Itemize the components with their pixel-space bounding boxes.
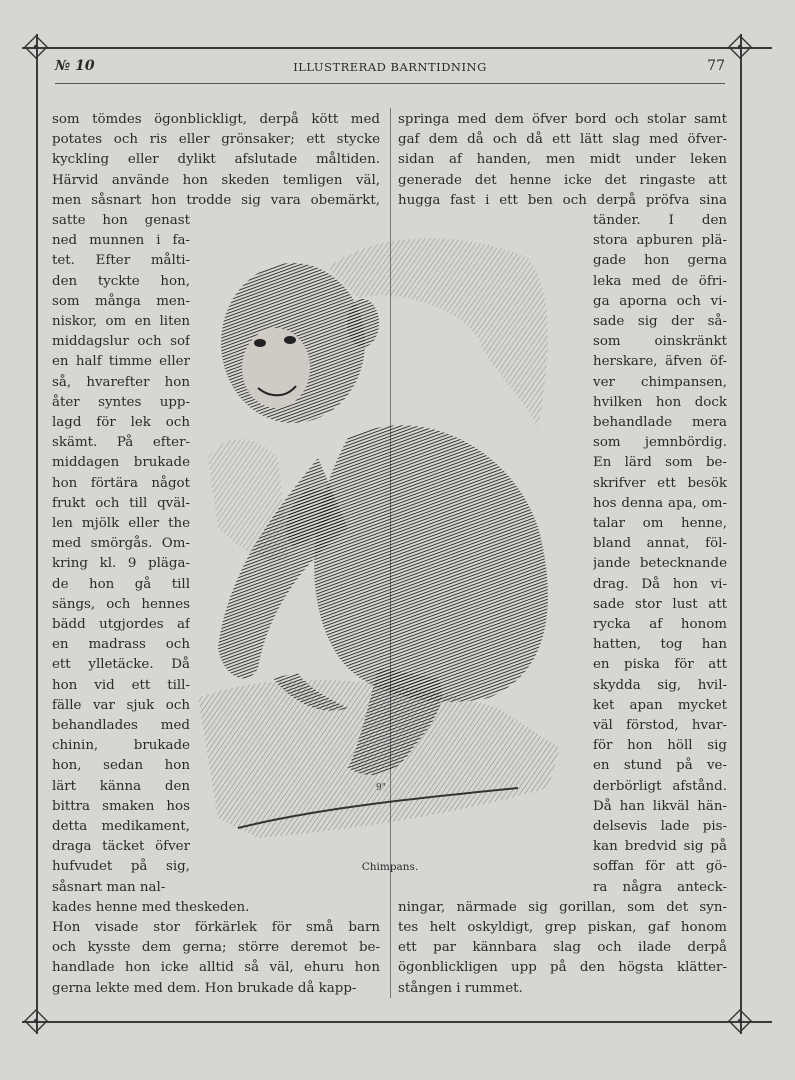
- text-line: gade hon gerna: [593, 253, 727, 269]
- text-line: hvilken hon dock: [593, 394, 727, 410]
- text-line: gaf dem då och då ett lätt slag med öfver-: [398, 132, 727, 148]
- text-line: hos denna apa, om-: [593, 495, 727, 511]
- text-line: som många men-: [52, 293, 190, 309]
- page-number: 77: [707, 58, 725, 74]
- text-line: stora apburen plä-: [593, 233, 727, 249]
- text-line: de hon gå till: [52, 576, 190, 592]
- text-line: ned munnen i fa-: [52, 233, 190, 249]
- text-line: jande betecknande: [593, 556, 727, 572]
- text-line: springa med dem öfver bord och stolar samt: [398, 112, 727, 127]
- text-line: herskare, äfven öf-: [593, 354, 727, 370]
- text-line: skrifver ett besök: [593, 475, 727, 491]
- text-line: generade det henne icke det ringaste att: [398, 172, 727, 188]
- text-line: med smörgås. Om-: [52, 536, 190, 552]
- text-line: Härvid använde hon skeden temligen väl,: [52, 172, 380, 188]
- frame-right-rule: [740, 34, 742, 1034]
- text-line: bädd utgjordes af: [52, 617, 190, 632]
- text-line: Hon visade stor förkärlek för små barn: [52, 920, 380, 935]
- plate-mark: 9": [376, 783, 386, 793]
- text-line: åter syntes upp-: [52, 394, 190, 410]
- text-line: skydda sig, hvil-: [593, 677, 727, 693]
- text-line: som jemnbördig.: [593, 435, 727, 451]
- text-line: len mjölk eller the: [52, 516, 190, 531]
- text-line: kan bredvid sig på: [593, 839, 727, 855]
- frame-top-rule: [22, 47, 772, 49]
- text-line: kring kl. 9 pläga-: [52, 556, 190, 572]
- text-line: ningar, närmade sig gorillan, som det syn-: [398, 899, 727, 915]
- text-line: handlade hon icke alltid så väl, ehuru hon: [52, 960, 380, 976]
- text-line: som tömdes ögonblickligt, derpå kött med: [52, 112, 380, 127]
- text-line: tänder. I den: [593, 213, 727, 228]
- text-line: Då han likväl hän-: [593, 798, 727, 814]
- text-line: frukt och till qväl-: [52, 495, 190, 511]
- text-line: detta medikament,: [52, 819, 190, 834]
- text-line: en stund på ve-: [593, 758, 727, 774]
- text-line: behandlades med: [52, 718, 190, 733]
- text-line: lärt känna den: [52, 778, 190, 794]
- text-line: tes helt oskyldigt, grep piskan, gaf honom: [398, 920, 727, 935]
- issue-number: № 10: [55, 58, 95, 74]
- text-line: så, hvarefter hon: [52, 374, 190, 390]
- text-line: delsevis lade pis-: [593, 819, 727, 834]
- text-line: drag. Då hon vi-: [593, 576, 727, 592]
- text-line: tet. Efter målti-: [52, 253, 190, 269]
- corner-ornament-icon: [727, 1008, 753, 1034]
- text-line: kyckling eller dylikt afslutade måltiden.: [52, 152, 380, 168]
- text-line: ett par kännbara slag och ilade derpå: [398, 940, 727, 956]
- text-line: hugga fast i ett ben och derpå pröfva sina: [398, 192, 727, 208]
- corner-ornament-icon: [727, 34, 753, 60]
- text-line: stången i rummet.: [398, 980, 523, 996]
- text-line: En lärd som be-: [593, 455, 727, 471]
- text-line: middagslur och sof: [52, 334, 190, 350]
- text-line: en half timme eller: [52, 354, 190, 370]
- text-line: sängs, och hennes: [52, 596, 190, 612]
- text-line: som oinskränkt: [593, 334, 727, 350]
- text-line: ra några anteck-: [593, 879, 727, 895]
- text-line: sade stor lust att: [593, 596, 727, 612]
- text-line: kades henne med theskeden.: [52, 899, 250, 915]
- text-line: skämt. På efter-: [52, 435, 190, 451]
- text-line: leka med de öfri-: [593, 273, 727, 289]
- text-line: rycka af honom: [593, 617, 727, 632]
- text-line: middagen brukade: [52, 455, 190, 471]
- text-line: potates och ris eller grönsaker; ett stycke: [52, 132, 380, 148]
- text-line: hufvudet på sig,: [52, 859, 190, 875]
- text-line: derbörligt afstånd.: [593, 778, 727, 794]
- text-line: ket apan mycket: [593, 697, 727, 713]
- page-header: [55, 58, 725, 80]
- text-line: sade sig der så-: [593, 314, 727, 329]
- text-line: chinin, brukade: [52, 738, 190, 754]
- text-line: talar om henne,: [593, 516, 727, 531]
- header-rule: [55, 83, 725, 84]
- text-line: niskor, om en liten: [52, 314, 190, 329]
- text-line: den tyckte hon,: [52, 273, 190, 289]
- figure-caption: Chimpans.: [361, 861, 419, 873]
- text-line: en piska för att: [593, 657, 727, 673]
- text-line: väl förstod, hvar-: [593, 718, 727, 733]
- text-line: gerna lekte med dem. Hon brukade då kapp-: [52, 980, 357, 996]
- text-line: draga täcket öfver: [52, 839, 190, 855]
- chimpanzee-engraving: [198, 228, 560, 862]
- corner-ornament-icon: [23, 34, 49, 60]
- text-line: fälle var sjuk och: [52, 697, 190, 713]
- text-line: hon vid ett till-: [52, 677, 190, 693]
- text-line: ver chimpansen,: [593, 374, 727, 390]
- frame-bottom-rule: [22, 1021, 772, 1023]
- text-line: ga aporna och vi-: [593, 293, 727, 309]
- text-line: hon förtära något: [52, 475, 190, 491]
- text-line: ögonblickligen upp på den högsta klätter-: [398, 960, 727, 976]
- text-line: bland annat, föl-: [593, 536, 727, 552]
- text-line: hatten, tog han: [593, 637, 727, 653]
- text-line: och kysste dem gerna; större deremot be-: [52, 940, 380, 956]
- text-line: sidan af handen, men midt under leken: [398, 152, 727, 168]
- text-line: lagd för lek och: [52, 415, 190, 430]
- text-line: en madrass och: [52, 637, 190, 653]
- frame-left-rule: [36, 34, 38, 1034]
- publication-title: ILLUSTRERAD BARNTIDNING: [293, 60, 487, 74]
- corner-ornament-icon: [23, 1008, 49, 1034]
- text-line: hon, sedan hon: [52, 758, 190, 774]
- text-line: men såsnart hon trodde sig vara obemärkt,: [52, 192, 380, 208]
- text-line: bittra smaken hos: [52, 798, 190, 814]
- text-line: behandlade mera: [593, 415, 727, 430]
- text-line: för hon höll sig: [593, 738, 727, 754]
- text-line: satte hon genast: [52, 213, 190, 228]
- text-line: såsnart man nal-: [52, 879, 166, 895]
- text-line: ett ylletäcke. Då: [52, 657, 190, 673]
- text-line: soffan för att gö-: [593, 859, 727, 875]
